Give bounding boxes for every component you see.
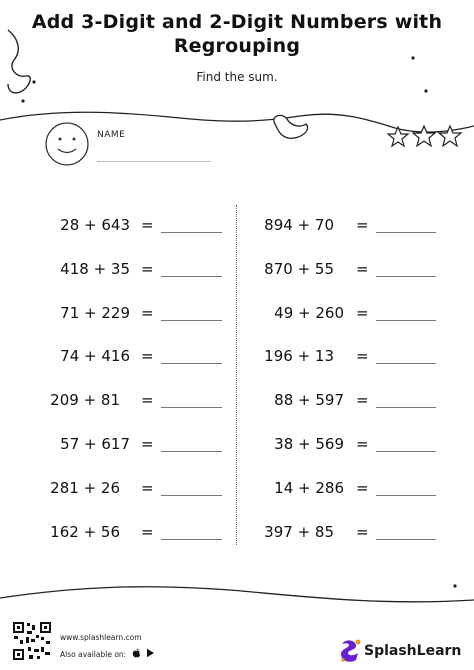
play-store-icon[interactable] — [146, 648, 155, 658]
problem-right-6 — [240, 435, 344, 459]
title-line-1: Add 3-Digit and 2-Digit Numbers with — [31, 11, 443, 33]
equals-sign: = — [141, 347, 154, 365]
equals-sign: = — [141, 391, 154, 409]
answer-line[interactable] — [161, 232, 222, 233]
equals-sign: = — [141, 304, 154, 322]
problem-right-4 — [240, 347, 334, 371]
problem-expression: 49 + 260 — [274, 304, 344, 322]
answer-line[interactable] — [376, 451, 436, 452]
worksheet-title — [0, 10, 474, 58]
splashlearn-logo-icon — [338, 638, 362, 664]
answer-line[interactable] — [161, 407, 222, 408]
problem-expression: 397 + 85 — [264, 523, 334, 541]
equals-sign: = — [356, 391, 369, 409]
bottom-wave-line — [0, 587, 474, 602]
instruction-text: Find the sum. — [196, 70, 278, 84]
equals-sign: = — [356, 479, 369, 497]
problem-left-7 — [20, 479, 120, 503]
problem-expression: 38 + 569 — [274, 435, 344, 453]
answer-line[interactable] — [376, 363, 436, 364]
problem-right-2 — [240, 260, 334, 284]
problem-right-3 — [240, 304, 344, 328]
bean-shape — [274, 115, 308, 138]
answer-line[interactable] — [161, 320, 222, 321]
answer-line[interactable] — [376, 495, 436, 496]
problem-right-5 — [240, 391, 344, 415]
qr-code-icon — [12, 621, 52, 661]
equals-sign: = — [141, 216, 154, 234]
equals-sign: = — [141, 523, 154, 541]
problem-right-1 — [240, 216, 334, 240]
equals-sign: = — [356, 523, 369, 541]
equals-sign: = — [356, 216, 369, 234]
answer-line[interactable] — [161, 451, 222, 452]
footer-availability — [60, 648, 155, 659]
column-divider — [236, 205, 237, 545]
problem-expression: 209 + 81 — [50, 391, 120, 409]
problem-expression: 162 + 56 — [50, 523, 120, 541]
problem-right-8 — [240, 523, 334, 547]
answer-line[interactable] — [161, 276, 222, 277]
problem-expression: 57 + 617 — [60, 435, 130, 453]
problem-left-3 — [20, 304, 130, 328]
smiley-face-icon — [46, 123, 88, 165]
problem-expression: 281 + 26 — [50, 479, 120, 497]
brand-name: SplashLearn — [364, 643, 462, 659]
answer-line[interactable] — [161, 539, 222, 540]
equals-sign: = — [356, 435, 369, 453]
problem-expression: 28 + 643 — [60, 216, 130, 234]
equals-sign: = — [356, 347, 369, 365]
problem-right-7 — [240, 479, 344, 503]
equals-sign: = — [141, 260, 154, 278]
answer-line[interactable] — [376, 407, 436, 408]
equals-sign: = — [356, 260, 369, 278]
problem-expression: 196 + 13 — [264, 347, 334, 365]
equals-sign: = — [141, 479, 154, 497]
problem-left-5 — [20, 391, 120, 415]
problem-expression: 14 + 286 — [274, 479, 344, 497]
problem-left-2 — [20, 260, 130, 284]
answer-line[interactable] — [376, 232, 436, 233]
answer-line[interactable] — [161, 363, 222, 364]
answer-line[interactable] — [161, 495, 222, 496]
problem-left-8 — [20, 523, 120, 547]
problem-expression: 418 + 35 — [60, 260, 130, 278]
problem-left-6 — [20, 435, 130, 459]
answer-line[interactable] — [376, 276, 436, 277]
name-field-line[interactable] — [97, 161, 211, 162]
problem-expression: 74 + 416 — [60, 347, 130, 365]
footer-url[interactable]: www.splashlearn.com — [60, 633, 142, 642]
problem-expression: 894 + 70 — [264, 216, 334, 234]
problem-expression: 870 + 55 — [264, 260, 334, 278]
answer-line[interactable] — [376, 539, 436, 540]
problem-left-1 — [20, 216, 130, 240]
problem-left-4 — [20, 347, 130, 371]
dot — [453, 584, 456, 587]
dot — [21, 99, 24, 102]
title-line-2: Regrouping — [173, 35, 301, 57]
equals-sign: = — [141, 435, 154, 453]
name-label: NAME — [97, 130, 126, 140]
equals-sign: = — [356, 304, 369, 322]
apple-icon[interactable] — [132, 648, 141, 658]
problem-expression: 71 + 229 — [60, 304, 130, 322]
availability-label: Also available on: — [60, 650, 127, 659]
star-outline-icon — [413, 126, 435, 146]
answer-line[interactable] — [376, 320, 436, 321]
dot — [424, 89, 427, 92]
problem-expression: 88 + 597 — [274, 391, 344, 409]
